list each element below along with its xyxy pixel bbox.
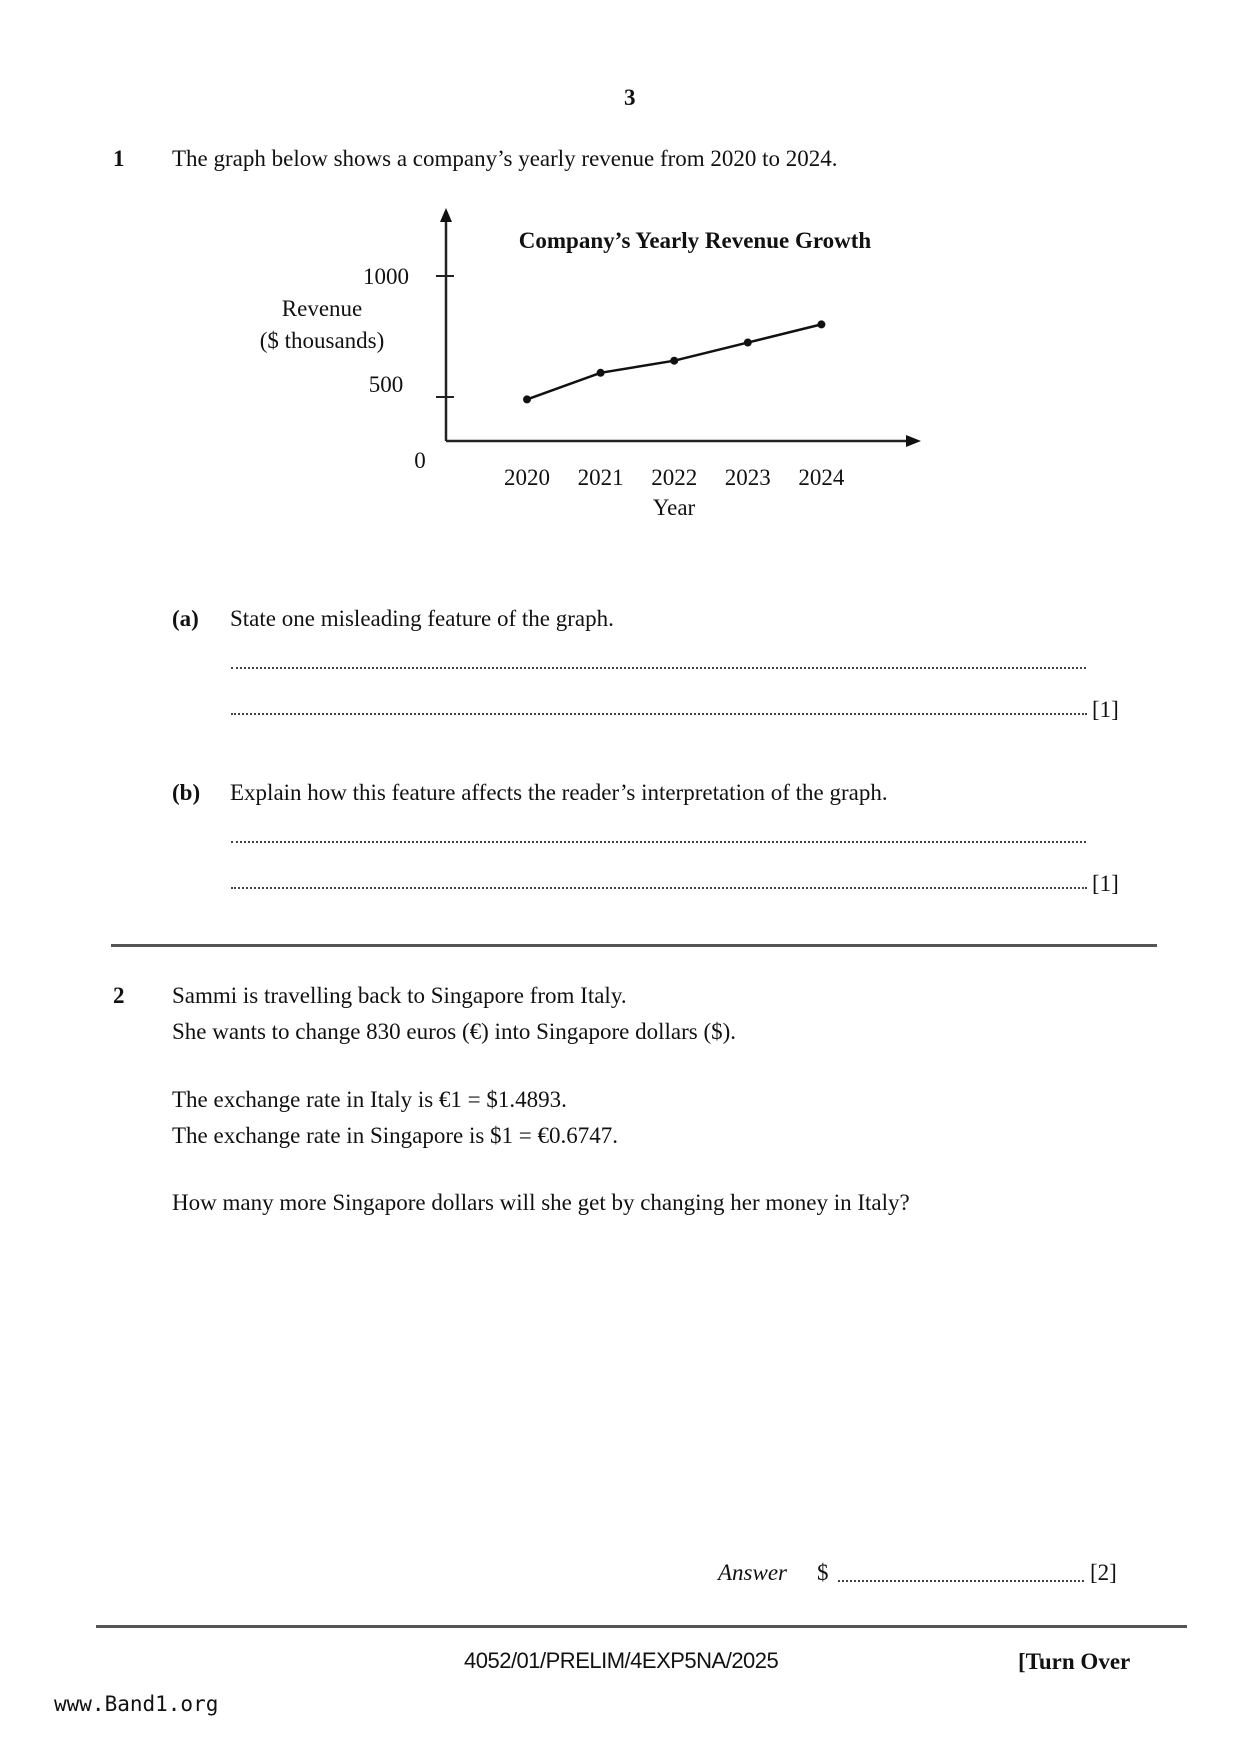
question-2-marks: [2] [1090,1560,1117,1585]
part-a-answer-line-1[interactable] [231,667,1086,669]
question-2-prompt: How many more Singapore dollars will she get by changing her money in Italy? [172,1190,910,1215]
page-number: 3 [624,85,636,110]
data-point-2020 [523,395,531,403]
question-1-number: 1 [113,146,125,171]
x-axis-label: Year [652,495,696,520]
answer-currency: $ [817,1560,829,1585]
origin-label: 0 [414,448,426,473]
y-tick-label-500: 500 [368,372,404,397]
data-point-2023 [744,339,752,347]
part-b-answer-line-1[interactable] [231,841,1086,843]
chart-title: Company’s Yearly Revenue Growth [518,228,872,253]
question-2-answer-line[interactable] [838,1580,1084,1582]
question-2-rate-italy: The exchange rate in Italy is €1 = $1.4893. [172,1087,567,1112]
question-2-number: 2 [113,983,125,1008]
x-tick-label-2020: 2020 [504,465,550,490]
data-point-2024 [817,320,825,328]
turn-over: [Turn Over [1018,1649,1131,1674]
x-tick-label-2021: 2021 [577,465,624,490]
x-tick-label-2022: 2022 [651,465,698,490]
x-ticks [504,465,845,490]
part-b-answer-line-2[interactable] [231,887,1087,889]
footer-rule [96,1625,1187,1628]
paper-code: 4052/01/PRELIM/4EXP5NA/2025 [464,1648,779,1673]
part-a-answer-line-2[interactable] [231,713,1087,715]
watermark: www.Band1.org [54,1692,219,1716]
answer-label: Answer [718,1560,787,1585]
revenue-points [523,320,825,403]
question-1-stem: The graph below shows a company’s yearly revenue from 2020 to 2024. [172,146,838,171]
question-2-line-1: Sammi is travelling back to Singapore from Italy. [172,983,627,1008]
x-tick-label-2024: 2024 [798,465,845,490]
data-point-2022 [670,357,678,365]
x-axis-arrow [906,435,921,447]
y-axis-label-line-1: Revenue [281,296,363,321]
part-b-marks: [1] [1092,871,1119,896]
y-axis-arrow [440,208,452,222]
x-tick-label-2023: 2023 [724,465,771,490]
question-2-rate-singapore: The exchange rate in Singapore is $1 = €0.6747. [172,1123,619,1148]
question-2-line-2: She wants to change 830 euros (€) into Singapore dollars ($). [172,1019,737,1044]
part-b-text: Explain how this feature affects the reader’s interpretation of the graph. [230,780,888,805]
part-b-label: (b) [172,780,201,805]
data-point-2021 [597,369,605,377]
part-a-label: (a) [172,606,199,631]
question-divider [111,944,1157,947]
part-a-text: State one misleading feature of the graph. [230,606,614,631]
revenue-line-chart [240,200,940,530]
y-axis-label-line-2: ($ thousands) [259,328,385,353]
y-tick-label-1000: 1000 [363,264,409,289]
part-a-marks: [1] [1092,697,1119,722]
